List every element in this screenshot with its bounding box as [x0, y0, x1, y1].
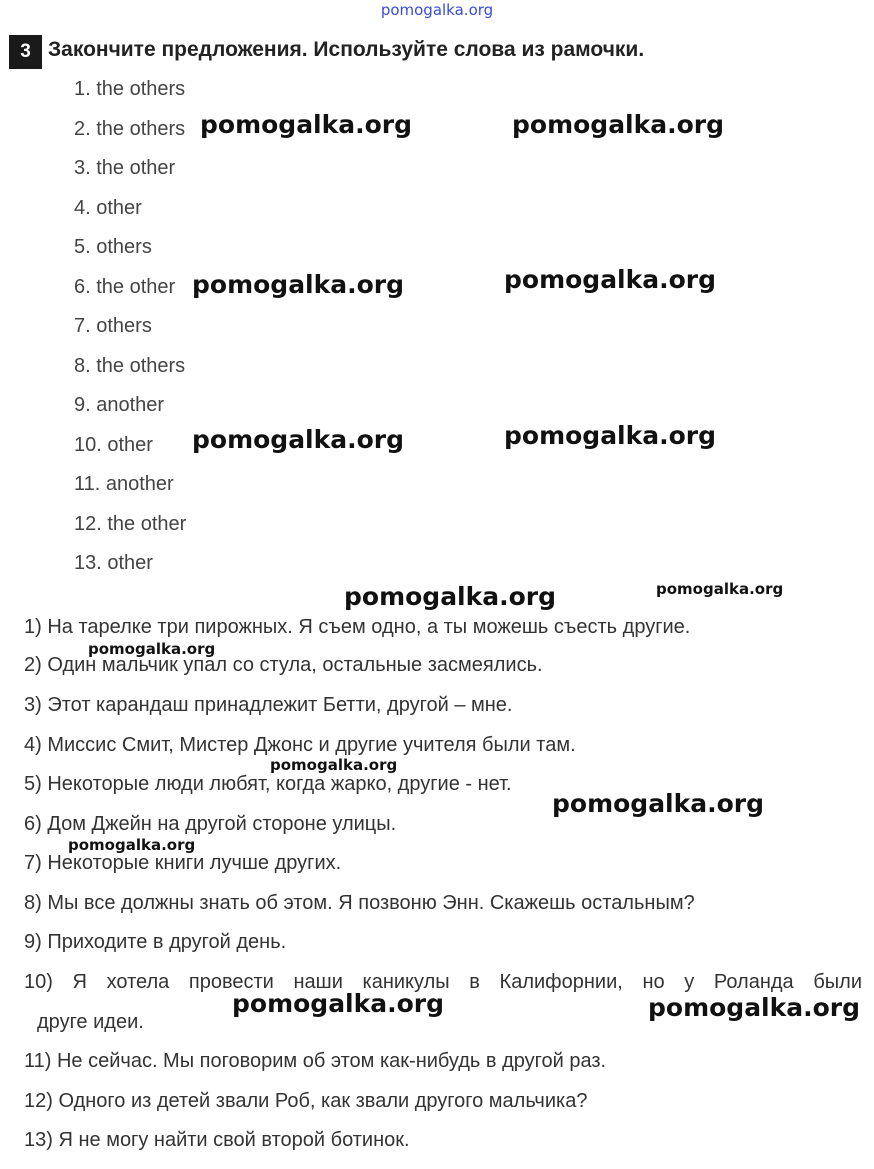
answer-item: 13. other — [74, 552, 153, 574]
answer-item: 6. the other — [74, 276, 176, 298]
watermark: pomogalka.org — [648, 993, 861, 1022]
answer-item: 8. the others — [74, 355, 186, 377]
answer-item: 9. another — [74, 394, 165, 416]
translation-line: 13) Я не могу найти свой второй ботинок. — [24, 1129, 410, 1151]
translation-line: 6) Дом Джейн на другой стороне улицы. — [24, 813, 397, 835]
answer-item: 3. the other — [74, 157, 176, 179]
translation-line-continuation: друге идеи. — [37, 1011, 144, 1033]
answer-item: 4. other — [74, 197, 142, 219]
watermark: pomogalka.org — [192, 425, 405, 454]
translation-line: 4) Миссис Смит, Мистер Джонс и другие учителя были там. — [24, 734, 576, 756]
exercise-number-badge: 3 — [9, 35, 42, 69]
watermark: pomogalka.org — [512, 110, 725, 139]
watermark: pomogalka.org — [88, 640, 216, 658]
answer-item: 7. others — [74, 315, 152, 337]
answer-item: 10. other — [74, 434, 153, 456]
watermark: pomogalka.org — [656, 580, 784, 598]
watermark: pomogalka.org — [232, 989, 445, 1018]
watermark: pomogalka.org — [344, 582, 557, 611]
translation-line: 12) Одного из детей звали Роб, как звали другого мальчика? — [24, 1090, 588, 1112]
site-header-label: pomogalka.org — [380, 1, 494, 19]
watermark: pomogalka.org — [270, 756, 398, 774]
answer-item: 1. the others — [74, 78, 186, 100]
translation-line: 8) Мы все должны знать об этом. Я позвоню Энн. Скажешь остальным? — [24, 892, 695, 914]
answer-item: 11. another — [74, 473, 174, 495]
watermark: pomogalka.org — [192, 270, 405, 299]
answer-item: 12. the other — [74, 513, 187, 535]
translation-line: 9) Приходите в другой день. — [24, 931, 287, 953]
translation-line: 2) Один мальчик упал со стула, остальные засмеялись. — [24, 654, 543, 676]
watermark: pomogalka.org — [200, 110, 413, 139]
translation-line: 3) Этот карандаш принадлежит Бетти, другой – мне. — [24, 694, 513, 716]
watermark: pomogalka.org — [504, 421, 717, 450]
watermark: pomogalka.org — [68, 836, 196, 854]
translation-line: 10) Я хотела провести наши каникулы в Калифорнии, но у Роланда были — [24, 971, 862, 993]
translation-line: 11) Не сейчас. Мы поговорим об этом как-нибудь в другой раз. — [24, 1050, 607, 1072]
watermark: pomogalka.org — [552, 789, 765, 818]
translation-line: 5) Некоторые люди любят, когда жарко, другие - нет. — [24, 773, 512, 795]
translation-line: 1) На тарелке три пирожных. Я съем одно, а ты можешь съесть другие. — [24, 616, 691, 638]
answer-item: 2. the others — [74, 118, 186, 140]
translation-line: 7) Некоторые книги лучше других. — [24, 852, 342, 874]
exercise-instruction: Закончите предложения. Используйте слова из рамочки. — [48, 38, 645, 61]
answer-item: 5. others — [74, 236, 152, 258]
watermark: pomogalka.org — [504, 265, 717, 294]
